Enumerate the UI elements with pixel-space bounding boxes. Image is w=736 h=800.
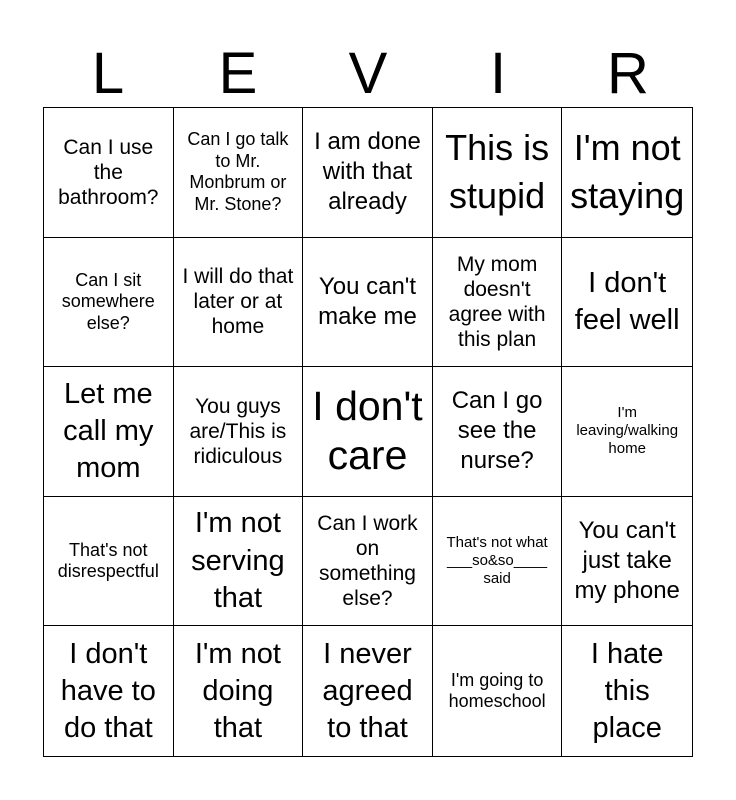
bingo-cell[interactable]: Let me call my mom: [44, 367, 174, 497]
bingo-cell[interactable]: Can I use the bathroom?: [44, 108, 174, 238]
bingo-cell[interactable]: You can't make me: [303, 238, 433, 368]
bingo-cell[interactable]: This is stupid: [433, 108, 563, 238]
bingo-cell[interactable]: I don't care: [303, 367, 433, 497]
header-letter-e: E: [218, 41, 258, 106]
bingo-cell[interactable]: Can I work on something else?: [303, 497, 433, 627]
bingo-cell[interactable]: I'm leaving/walking home: [562, 367, 692, 497]
bingo-cell[interactable]: I hate this place: [590, 637, 664, 744]
bingo-cell[interactable]: Can I sit somewhere else?: [44, 238, 174, 368]
bingo-cell[interactable]: That's not what ___so&so____ said: [433, 497, 563, 627]
bingo-cell[interactable]: Can I go see the nurse?: [433, 367, 563, 497]
bingo-cell[interactable]: I don't feel well: [562, 238, 692, 368]
header-letter-r: R: [607, 41, 649, 106]
bingo-cell[interactable]: That's not disrespectful: [44, 497, 174, 627]
bingo-cell[interactable]: I'm not staying: [562, 108, 692, 238]
bingo-cell[interactable]: I never agreed to that: [303, 626, 433, 756]
header-letter-l: L: [91, 41, 125, 106]
header-letter-v: V: [348, 41, 388, 106]
bingo-cell[interactable]: I will do that later or at home: [174, 238, 304, 368]
bingo-cell[interactable]: I'm not doing that: [174, 626, 304, 756]
bingo-cell[interactable]: You guys are/This is ridiculous: [174, 367, 304, 497]
bingo-cell[interactable]: My mom doesn't agree with this plan: [433, 238, 563, 368]
bingo-cell[interactable]: You can't just take my phone: [562, 497, 692, 627]
header-letter-i: I: [489, 41, 507, 106]
bingo-cell[interactable]: I'm going to homeschool: [433, 626, 563, 756]
bingo-cell[interactable]: I'm not serving that: [174, 497, 304, 627]
bingo-cell[interactable]: I don't have to do that: [44, 626, 174, 756]
bingo-board: [43, 107, 693, 757]
bingo-cell[interactable]: Can I go talk to Mr. Monbrum or Mr. Stone?: [174, 108, 304, 238]
bingo-header: [43, 40, 693, 108]
bingo-cell[interactable]: I am done with that already: [303, 108, 433, 238]
